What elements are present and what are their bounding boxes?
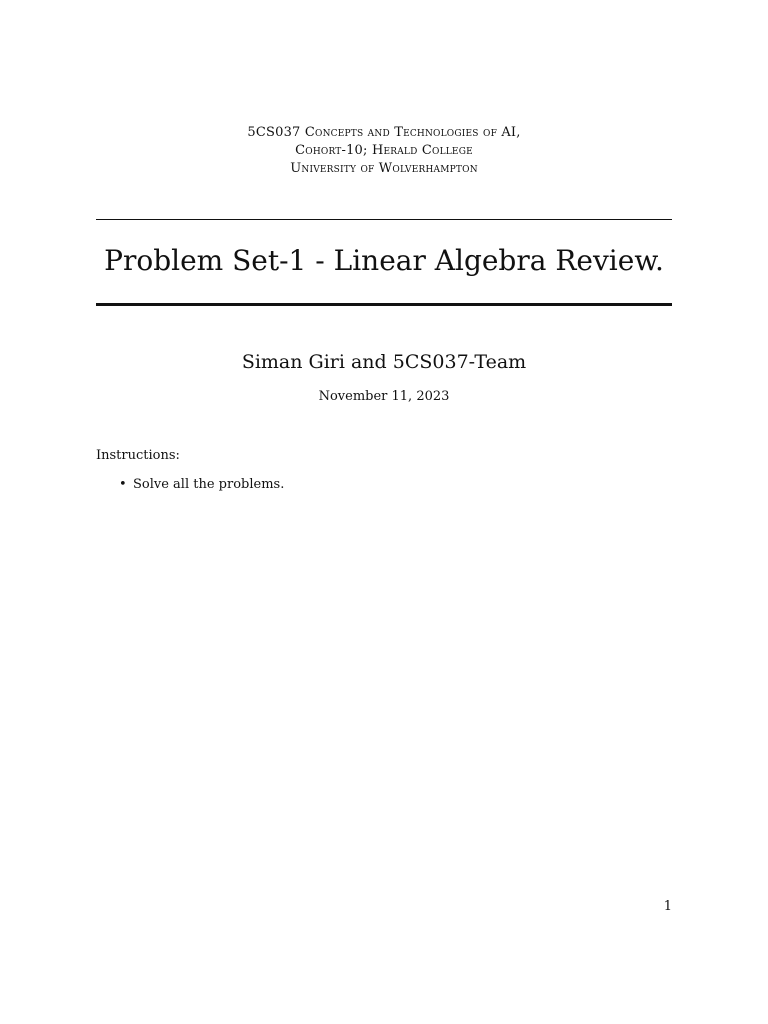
course-header-line-2: Cohort-10; Herald College	[295, 143, 473, 158]
top-rule	[96, 219, 672, 220]
list-item	[96, 476, 672, 494]
page-number: 1	[663, 899, 672, 914]
bullet-icon: •	[119, 477, 127, 492]
course-header-line-3: University of Wolverhampton	[290, 161, 478, 176]
course-header	[96, 124, 672, 178]
author-line: Siman Giri and 5CS037-Team	[241, 351, 527, 373]
document-date: November 11, 2023	[318, 389, 450, 404]
bottom-rule	[96, 303, 672, 306]
course-header-line-1: 5CS037 Concepts and Technologies of AI,	[247, 125, 521, 140]
instructions-list	[96, 476, 672, 494]
instruction-text: Solve all the problems.	[133, 477, 285, 492]
document-title: Problem Set-1 - Linear Algebra Review.	[104, 244, 664, 277]
instructions-label: Instructions:	[96, 448, 180, 463]
